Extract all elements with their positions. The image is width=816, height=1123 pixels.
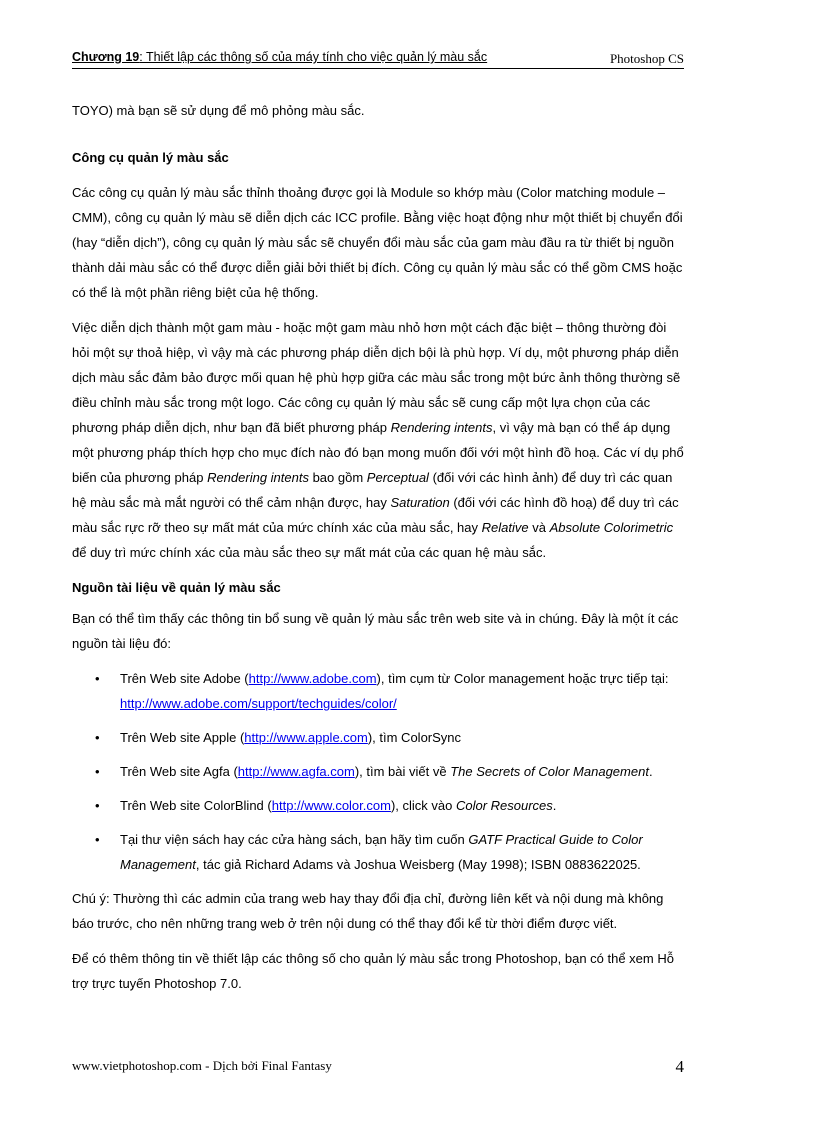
section-heading-resources: Nguồn tài liệu về quản lý màu sắc: [72, 580, 281, 595]
link-colorblind[interactable]: http://www.color.com: [271, 798, 391, 813]
paragraph-resources-intro: Bạn có thể tìm thấy các thông tin bổ sung về quản lý màu sắc trên web site và in chúng. Đây là một ít các nguồn tài liệu đó:: [72, 611, 679, 651]
link-apple[interactable]: http://www.apple.com: [244, 730, 368, 745]
list-item-library: • Tại thư viện sách hay các cửa hàng sách, bạn hãy tìm cuốn GATF Practical Guide to Color Management, tác giả Richard Adams và Joshua Weisberg (May 1998); ISBN 0883622025.: [72, 827, 684, 877]
page-footer: [72, 1058, 684, 1078]
paragraph-cmm: Các công cụ quản lý màu sắc thỉnh thoảng được gọi là Module so khớp màu (Color matching module – CMM), công cụ quản lý màu sẽ diễn dịch các ICC profile. Bằng việc hoạt động như một thiết bị chuyển đổi (hay “diễn dịch”), công cụ quản lý màu sắc sẽ chuyển đổi màu sắc của gam màu đầu ra từ thiết bị nguồn thành dải màu sắc có thể được diễn giải bởi thiết bị đích. Công cụ quản lý màu sắc có thể gồm CMS hoặc có thể là một phần riêng biệt của hệ thống.: [72, 185, 683, 300]
list-item-adobe: • Trên Web site Adobe (http://www.adobe.com), tìm cụm từ Color management hoặc trực tiếp tại: http://www.adobe.com/support/techguides/color/: [72, 666, 684, 716]
closing-paragraph: Để có thêm thông tin về thiết lập các thông số cho quản lý màu sắc trong Photoshop, bạn có thể xem Hỗ trợ trực tuyến Photoshop 7.0.: [72, 951, 674, 991]
intro-paragraph: TOYO) mà bạn sẽ sử dụng để mô phỏng màu sắc.: [72, 103, 365, 118]
header-product: Photoshop CS: [609, 51, 684, 66]
bullet-icon: •: [95, 671, 100, 686]
paragraph-rendering-intents: Việc diễn dịch thành một gam màu - hoặc một gam màu nhỏ hơn một cách đặc biệt – thông thường đòi hỏi một sự thoả hiệp, vì vậy mà các phương pháp diễn dịch bội là phù hợp. Ví dụ, một phương pháp diễn dịch màu sắc đảm bảo được mối quan hệ phù hợp giữa các màu sắc trong một bức ảnh thông thường sẽ điều chỉnh màu sắc trong một logo. Các công cụ quản lý màu sắc sẽ cung cấp một lựa chọn của các phương pháp diễn dịch, như bạn đã biết phương pháp Rendering intents, vì vậy mà bạn có thể áp dụng một phương pháp thích hợp cho mục đích nào đó bạn mong muốn đối với một hình đồ hoạ. Các ví dụ phổ biến của phương pháp Rendering intents bao gồm Perceptual (đối với các hình ảnh) để duy trì các quan hệ màu sắc mà mắt người có thể cảm nhận được, hay Saturation (đối với các hình đồ hoạ) để duy trì các màu sắc rực rỡ theo sự mất mát của mức chính xác của màu sắc, hay Relative và Absolute Colorimetric để duy trì mức chính xác của màu sắc theo sự mất mát của các quan hệ màu sắc.: [72, 320, 684, 560]
bullet-icon: •: [95, 798, 100, 813]
link-adobe-color-guide[interactable]: http://www.adobe.com/support/techguides/color/: [120, 696, 397, 711]
footer-site: www.vietphotoshop.com - Dịch bởi Final Fantasy: [72, 1058, 332, 1073]
list-item-apple: • Trên Web site Apple (http://www.apple.com), tìm ColorSync: [72, 725, 684, 750]
list-item-agfa: • Trên Web site Agfa (http://www.agfa.com), tìm bài viết về The Secrets of Color Management.: [72, 759, 684, 784]
chapter-label: Chương 19: [72, 50, 140, 64]
bullet-icon: •: [95, 832, 100, 847]
page-header: [72, 50, 684, 69]
link-adobe[interactable]: http://www.adobe.com: [248, 671, 377, 686]
chapter-title: : Thiết lập các thông số của máy tính cho việc quản lý màu sắc: [139, 50, 488, 64]
link-agfa[interactable]: http://www.agfa.com: [237, 764, 355, 779]
bullet-icon: •: [95, 764, 100, 779]
resource-list: [72, 666, 684, 877]
page-body: [72, 98, 684, 1006]
bullet-icon: •: [95, 730, 100, 745]
section-heading-color-tools: Công cụ quản lý màu sắc: [72, 150, 229, 165]
note-paragraph: Chú ý: Thường thì các admin của trang web hay thay đổi địa chỉ, đường liên kết và nội dung mà không báo trước, cho nên những trang web ở trên nội dung có thể thay đổi kể từ thời điểm được viết.: [72, 891, 664, 931]
page-number: 4: [675, 1057, 684, 1076]
header-chapter-title: [72, 50, 487, 64]
list-item-colorblind: • Trên Web site ColorBlind (http://www.color.com), click vào Color Resources.: [72, 793, 684, 818]
